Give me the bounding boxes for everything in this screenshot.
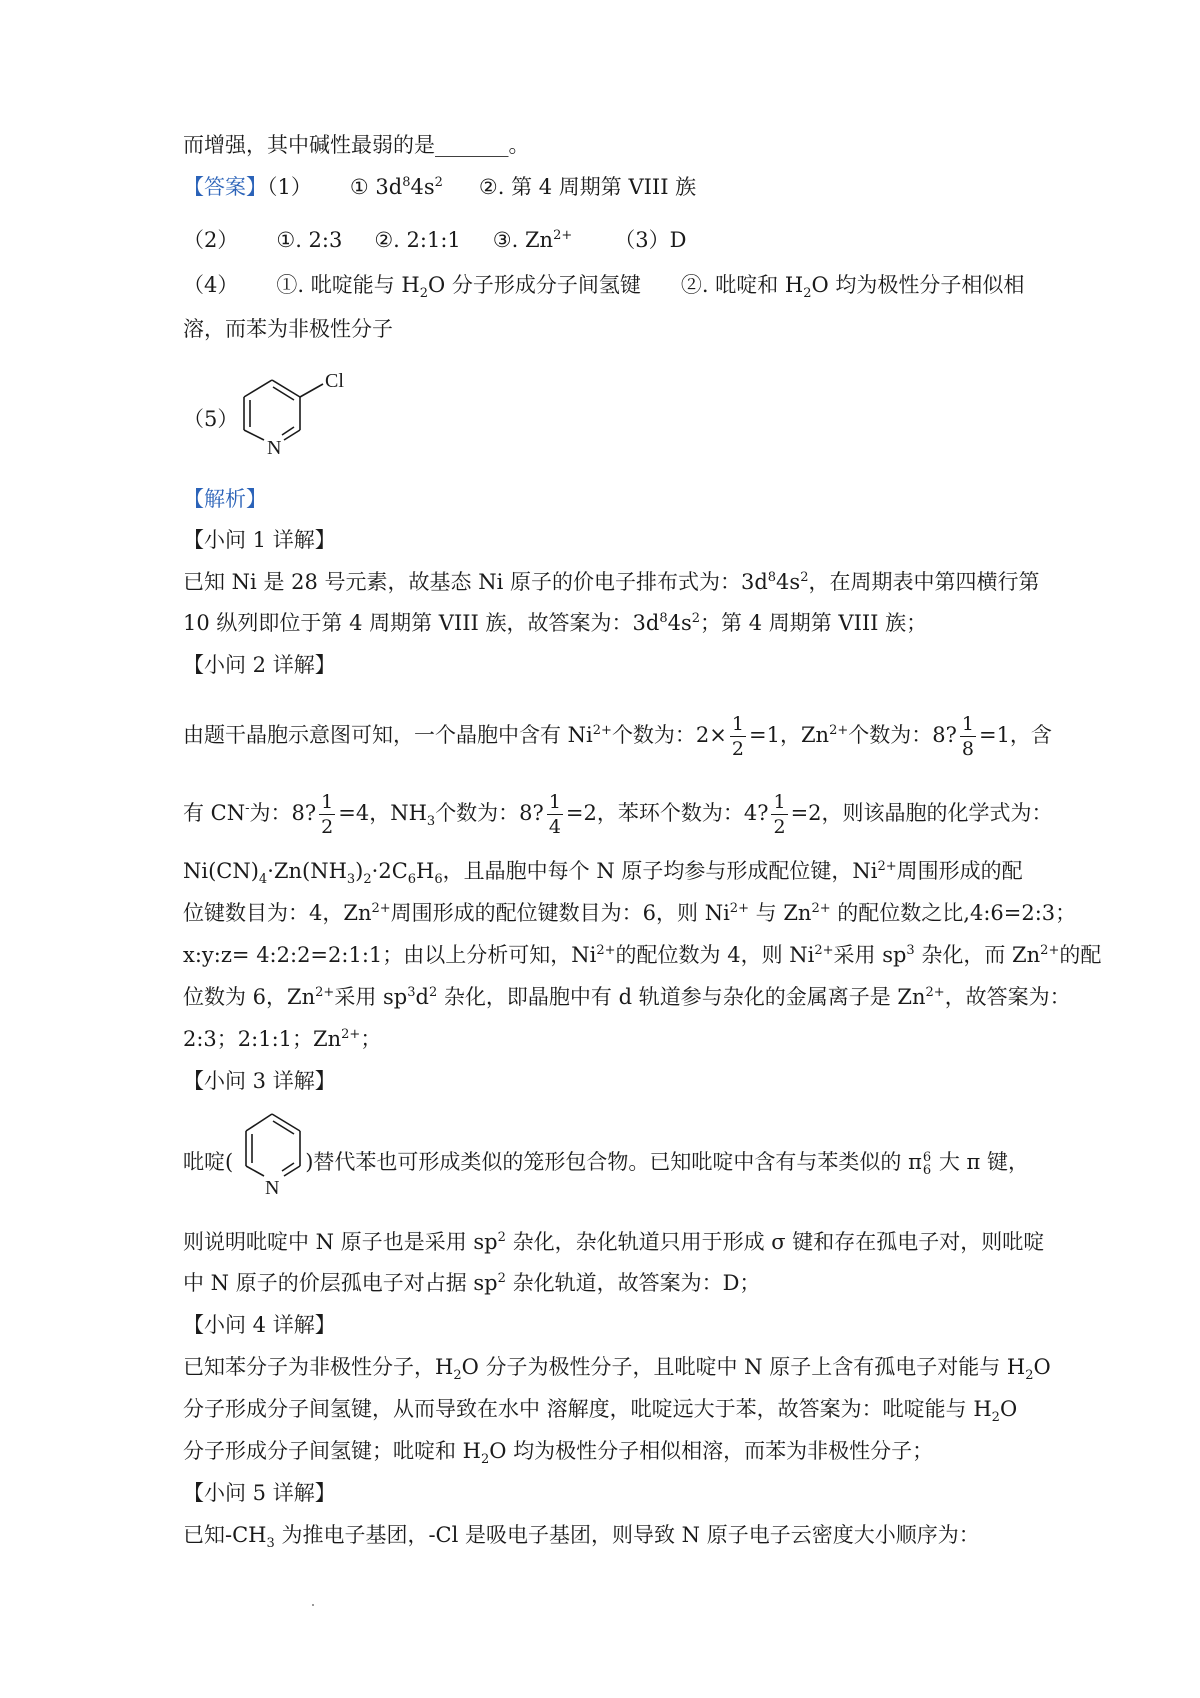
scan-artifact <box>312 1604 314 1606</box>
q2-line-2 <box>183 790 1053 839</box>
superscript: 2+ <box>729 901 749 916</box>
q1-heading <box>183 525 336 555</box>
nitrogen-label: N <box>267 437 282 459</box>
chlorine-label: Cl <box>325 370 344 392</box>
q3-line-3 <box>183 1268 760 1298</box>
q4-line-1 <box>183 1352 1051 1382</box>
denominator: 2 <box>731 738 744 760</box>
body-text: =1，含 <box>978 723 1052 747</box>
subscript: 2 <box>419 286 428 302</box>
body-text: ；第 4 周期第 VIII 族； <box>700 611 928 635</box>
superscript: 2+ <box>811 901 831 916</box>
body-text: 的配位数为 4，则 Ni <box>615 943 815 967</box>
body-text: 杂化，杂化轨道只用于形成 σ 键和存在孤电子对，则吡啶 <box>505 1230 1045 1254</box>
body-text: 已知 Ni 是 28 号元素，故基态 Ni 原子的价电子排布式为：3d <box>183 570 768 594</box>
body-text: O <box>1033 1355 1051 1379</box>
numerator: 1 <box>731 713 744 735</box>
body-text: 已知-CH <box>183 1523 267 1547</box>
q2-line-5 <box>183 940 1101 970</box>
superscript: 2+ <box>925 985 945 1000</box>
q1-line-2 <box>183 608 927 638</box>
body-text: )替代苯也可形成类似的笼形包合物。已知吡啶中含有与苯类似的 π <box>305 1150 922 1174</box>
q4-line-2 <box>183 1394 1017 1424</box>
superscript: 2 <box>691 611 701 626</box>
superscript: 3 <box>407 985 416 1000</box>
subscript: 2 <box>481 1452 490 1468</box>
superscript: 2+ <box>877 859 897 874</box>
denominator: 8 <box>961 738 974 760</box>
body-text: 杂化，而 Zn <box>914 943 1041 967</box>
body-text: 由题干晶胞示意图可知，一个晶胞中含有 Ni <box>183 723 593 747</box>
body-text: 吡啶( <box>183 1150 234 1174</box>
section-heading: 【小问 3 详解】 <box>183 1069 336 1093</box>
section-heading: 【小问 1 详解】 <box>183 528 336 552</box>
body-text: =1，Zn <box>749 723 830 747</box>
superscript: 2+ <box>829 723 849 738</box>
body-text: ，且晶胞中每个 N 原子均参与形成配位键，Ni <box>442 859 878 883</box>
q5-line-1 <box>183 1520 980 1550</box>
fraction <box>960 712 976 761</box>
numerator: 1 <box>548 791 561 813</box>
denominator: 4 <box>548 816 561 838</box>
q3-line-2 <box>183 1227 1044 1257</box>
body-text: 2:3；2:1:1；Zn <box>183 1027 342 1051</box>
fraction <box>319 790 335 839</box>
superscript: 2+ <box>371 901 391 916</box>
text-line <box>183 130 530 160</box>
answer-text: ① 3d <box>349 175 403 199</box>
body-text: =4，NH <box>338 801 427 825</box>
part-number: （4） <box>183 273 239 297</box>
superscript: 6 <box>922 1149 932 1165</box>
q2-heading <box>183 650 336 680</box>
answer-text: （3）D <box>614 228 687 252</box>
body-text: O 分子为极性分子，且吡啶中 N 原子上含有孤电子对能与 H <box>461 1355 1026 1379</box>
body-text: 大 π 键， <box>932 1150 1029 1174</box>
superscript: 2+ <box>592 723 612 738</box>
body-text: 采用 sp <box>833 943 907 967</box>
subscript: 6 <box>922 1162 932 1178</box>
body-text: x:y:z= 4:2:2=2:1:1；由以上分析可知，Ni <box>183 943 597 967</box>
subscript: 6 <box>407 872 417 888</box>
formula-part: ·Zn(NH <box>267 859 347 883</box>
superscript: 8 <box>402 175 411 190</box>
formula-part: H <box>416 859 435 883</box>
denominator: 2 <box>773 816 786 838</box>
numerator: 1 <box>773 791 786 813</box>
body-text: =2，则该晶胞的化学式为： <box>790 801 1053 825</box>
superscript: 2 <box>497 1271 506 1286</box>
answer-line-4b <box>183 314 393 344</box>
q2-line-4 <box>183 898 1076 928</box>
pyridine-structure <box>232 1106 312 1218</box>
section-heading: 【小问 5 详解】 <box>183 1481 336 1505</box>
body-text: 的配 <box>1059 943 1102 967</box>
body-text: 周围形成的配位键数目为：6，则 Ni <box>390 901 730 925</box>
body-text: d <box>415 985 429 1009</box>
pi-indices <box>923 1151 931 1177</box>
q4-line-3 <box>183 1436 933 1466</box>
subscript: 3 <box>346 872 356 888</box>
superscript: 2+ <box>814 943 834 958</box>
body-text: 个数为：8? <box>848 723 957 747</box>
q2-line-6 <box>183 982 1071 1012</box>
body-text: 的配位数之比,4:6=2:3； <box>830 901 1077 925</box>
superscript: 8 <box>767 570 777 585</box>
chloropyridine-structure <box>228 360 358 470</box>
part-number: （1） <box>267 175 312 199</box>
answer-text: 溶，而苯为非极性分子 <box>183 317 393 341</box>
body-text: 中 N 原子的价层孤电子对占据 sp <box>183 1271 498 1295</box>
q3-heading <box>183 1066 336 1096</box>
formula-part: Ni(CN) <box>183 859 259 883</box>
q2-line-7 <box>183 1024 381 1054</box>
body-text: 4s <box>776 570 801 594</box>
formula-part: ) <box>355 859 364 883</box>
superscript: 2+ <box>315 985 335 1000</box>
body-text: 则说明吡啶中 N 原子也是采用 sp <box>183 1230 498 1254</box>
superscript: - <box>245 801 250 816</box>
answer-text: ①. 吡啶能与 H <box>276 273 420 297</box>
section-heading: 【小问 2 详解】 <box>183 653 336 677</box>
superscript: 2 <box>800 570 809 585</box>
subscript: 3 <box>426 814 436 830</box>
superscript: 8 <box>659 611 668 626</box>
answer-text: ③. Zn <box>492 228 554 252</box>
body-text: 位键数目为：4，Zn <box>183 901 372 925</box>
subscript: 2 <box>363 872 372 888</box>
body-text: ，在周期表中第四横行第 <box>808 570 1040 594</box>
superscript: 2+ <box>341 1027 361 1042</box>
chemical-formula <box>183 859 443 888</box>
q4-heading <box>183 1310 336 1340</box>
body-text: 分子形成分子间氢键；吡啶和 H <box>183 1439 481 1463</box>
q5-heading <box>183 1478 336 1508</box>
line-text: 而增强，其中碱性最弱的是_______。 <box>183 133 530 157</box>
body-text: O <box>999 1397 1018 1421</box>
subscript: 3 <box>266 1536 275 1552</box>
answer-line-4 <box>183 270 1024 300</box>
subscript: 2 <box>1025 1368 1034 1384</box>
superscript: 2 <box>428 985 438 1000</box>
answer-tag: 【答案】 <box>183 175 267 199</box>
subscript: 4 <box>258 872 268 888</box>
answer-text: ②. 2:1:1 <box>374 228 461 252</box>
body-text: =2，苯环个数为：4? <box>565 801 769 825</box>
body-text: 杂化，即晶胞中有 d 轨道参与杂化的金属离子是 Zn <box>437 985 926 1009</box>
superscript: 2+ <box>1040 943 1060 958</box>
body-text: 位数为 6，Zn <box>183 985 316 1009</box>
body-text: 个数为：2× <box>611 723 727 747</box>
section-heading: 【小问 4 详解】 <box>183 1313 336 1337</box>
numerator: 1 <box>321 791 334 813</box>
body-text: 杂化轨道，故答案为：D； <box>505 1271 761 1295</box>
part-number: （5） <box>183 407 239 431</box>
body-text: 周围形成的配 <box>896 859 1023 883</box>
subscript: 6 <box>434 872 443 888</box>
answer-text: ①. 2:3 <box>276 228 343 252</box>
superscript: 2+ <box>553 228 573 243</box>
denominator: 2 <box>321 816 334 838</box>
fraction <box>771 790 787 839</box>
subscript: 2 <box>453 1368 462 1384</box>
answer-text: O 分子形成分子间氢键 <box>428 273 641 297</box>
answer-text: O 均为极性分子相似相 <box>811 273 1025 297</box>
answer-text: ②. 吡啶和 H <box>680 273 804 297</box>
answer-text: ②. 第 4 周期第 VIII 族 <box>478 175 697 199</box>
body-text: 10 纵列即位于第 4 周期第 VIII 族，故答案为：3d <box>183 611 660 635</box>
body-text: 已知苯分子为非极性分子，H <box>183 1355 454 1379</box>
part-number: （2） <box>183 228 239 252</box>
body-text: 分子形成分子间氢键，从而导致在水中 溶解度，吡啶远大于苯，故答案为：吡啶能与 H <box>183 1397 992 1421</box>
body-text: O 均为极性分子相似相溶，而苯为非极性分子； <box>489 1439 934 1463</box>
body-text: 为推电子基团，-Cl 是吸电子基团，则导致 N 原子电子云密度大小顺序为： <box>274 1523 980 1547</box>
fraction <box>730 712 746 761</box>
subscript: 2 <box>803 286 812 302</box>
analysis-tag <box>183 484 267 514</box>
body-text: 个数为：8? <box>435 801 544 825</box>
body-text: ，故答案为： <box>944 985 1071 1009</box>
body-text: 有 CN <box>183 801 246 825</box>
fraction <box>547 790 563 839</box>
answer-line-2 <box>183 225 686 255</box>
answer-line-1 <box>183 172 696 202</box>
analysis-label: 【解析】 <box>183 487 267 511</box>
body-text: 采用 sp <box>334 985 408 1009</box>
body-text: 4s <box>667 611 692 635</box>
nitrogen-label: N <box>265 1177 280 1199</box>
numerator: 1 <box>961 713 974 735</box>
q1-line-1 <box>183 567 1039 597</box>
body-text: 为：8? <box>249 801 317 825</box>
answer-text: 4s <box>410 175 435 199</box>
formula-part: ·2C <box>371 859 408 883</box>
body-text: ； <box>360 1027 382 1051</box>
superscript: 2 <box>497 1230 506 1245</box>
q2-line-1 <box>183 712 1052 761</box>
subscript: 2 <box>991 1410 1000 1426</box>
superscript: 2+ <box>596 943 616 958</box>
superscript: 3 <box>906 943 915 958</box>
q2-line-3 <box>183 856 1023 886</box>
body-text: 与 Zn <box>748 901 812 925</box>
superscript: 2 <box>434 175 443 190</box>
